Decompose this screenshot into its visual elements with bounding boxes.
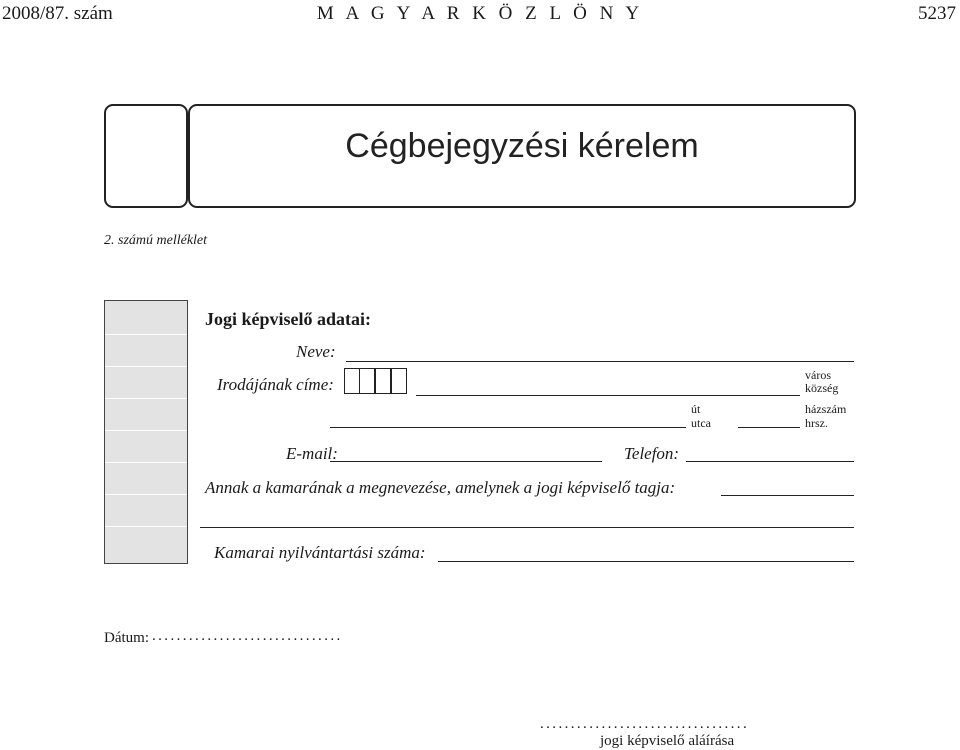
- street-label: utca: [691, 416, 711, 430]
- registration-field[interactable]: [438, 561, 854, 562]
- phone-field[interactable]: [686, 461, 854, 462]
- section-title: Jogi képviselő adatai:: [205, 309, 372, 329]
- village-label: község: [805, 381, 839, 395]
- postal-code-digit-2[interactable]: [359, 368, 375, 394]
- page-number: 5237: [918, 3, 956, 24]
- lot-number-label: hrsz.: [805, 416, 828, 430]
- postal-code-digit-3[interactable]: [375, 368, 391, 394]
- postal-code-digit-1[interactable]: [344, 368, 360, 394]
- city-label: város: [805, 368, 831, 382]
- form-code-box: [104, 104, 188, 208]
- signature-label: jogi képviselő aláírása: [600, 733, 735, 749]
- section-side-bar: [104, 300, 188, 564]
- registration-label: Kamarai nyilvántartási száma:: [214, 543, 426, 562]
- office-address-label: Irodájának címe:: [217, 375, 334, 394]
- email-field[interactable]: [330, 461, 602, 462]
- house-number-label: házszám: [805, 402, 847, 416]
- signature-field[interactable]: ..................................: [540, 716, 750, 732]
- postal-code-digit-4[interactable]: [391, 368, 407, 394]
- phone-label: Telefon:: [624, 444, 680, 463]
- chamber-label: Annak a kamarának a megnevezése, amelynek a jogi képviselő tagja:: [205, 478, 676, 497]
- form-title: Cégbejegyzési kérelem: [345, 127, 699, 165]
- road-label: út: [691, 402, 701, 416]
- street-field[interactable]: [330, 427, 686, 428]
- email-label: E-mail:: [286, 444, 338, 463]
- issue-number: 2008/87. szám: [2, 3, 113, 24]
- name-label: Neve:: [296, 342, 336, 361]
- chamber-field-continuation[interactable]: [200, 527, 854, 528]
- publication-title: M A G Y A R K Ö Z L Ö N Y: [316, 3, 644, 24]
- chamber-field[interactable]: [721, 495, 854, 496]
- house-number-field[interactable]: [738, 427, 800, 428]
- annex-label: 2. számú melléklet: [104, 233, 208, 248]
- date-label: Dátum:: [104, 630, 149, 646]
- city-field[interactable]: [416, 395, 800, 396]
- date-field[interactable]: ...............................: [152, 628, 343, 644]
- name-field[interactable]: [346, 361, 854, 362]
